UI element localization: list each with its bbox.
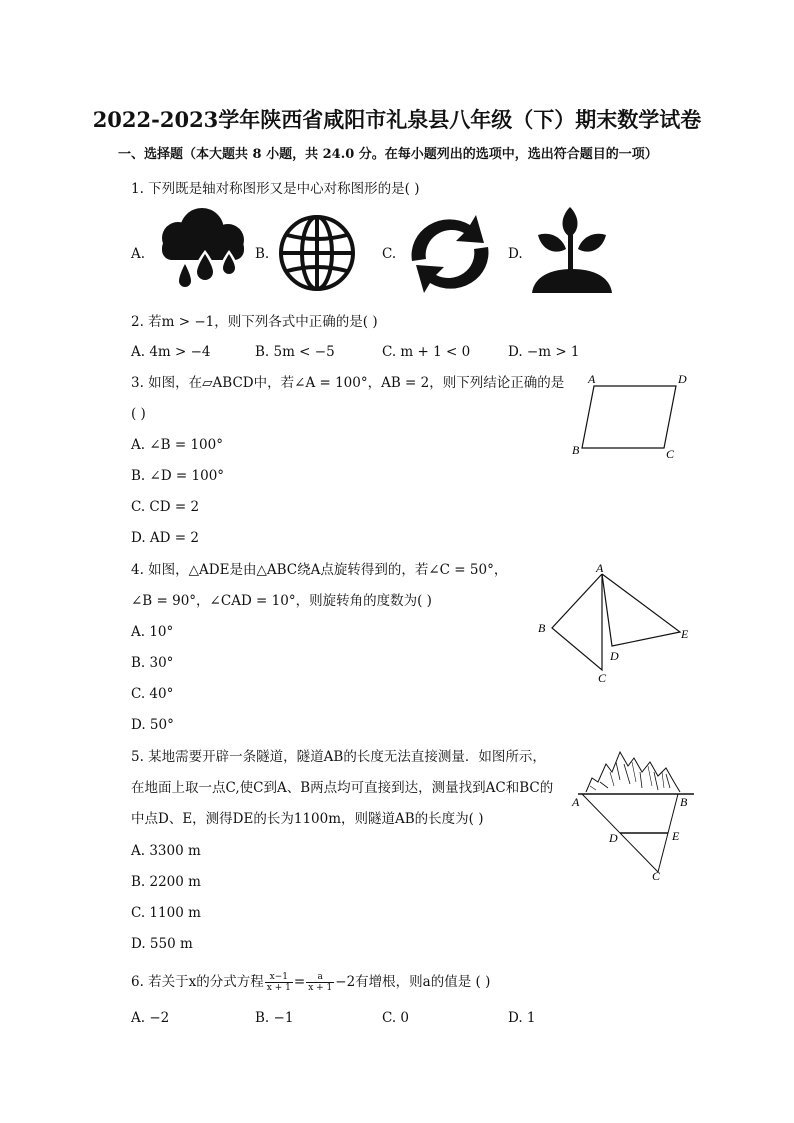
q6-option-c: C. 0 xyxy=(382,1010,410,1026)
q6-option-a: A. −2 xyxy=(131,1010,170,1026)
equals-sign: = xyxy=(293,974,306,990)
question-4-stem: 4. 如图，△ADE是由△ABC绕A点旋转得到的，若∠C = 50°， xyxy=(131,562,508,578)
q3-option-c: C. CD = 2 xyxy=(131,499,200,515)
q6-option-d: D. 1 xyxy=(508,1010,536,1026)
question-1-stem: 1. 下列既是轴对称图形又是中心对称图形的是( ) xyxy=(131,181,420,197)
q6-stem-head: 6. 若关于x的分式方程 xyxy=(131,974,264,990)
question-5-stem-line2: 在地面上取一点C,使C到A、B两点均可直接到达，测量找到AC和BC的 xyxy=(131,780,554,796)
label-d: D xyxy=(609,831,618,845)
q1-option-c: C. xyxy=(382,246,397,262)
question-5-stem-line3: 中点D、E，测得DE的长为1100m，则隧道AB的长度为( ) xyxy=(131,811,484,827)
label-d: D xyxy=(610,649,619,663)
label-c: C xyxy=(598,671,607,684)
q5-option-d: D. 550 m xyxy=(131,936,193,952)
label-a: A xyxy=(588,372,596,386)
q5-option-a: A. 3300 m xyxy=(131,843,201,859)
globe-icon xyxy=(277,213,357,293)
fraction-1-numerator: x−1 xyxy=(265,972,293,983)
q2-option-d: D. −m > 1 xyxy=(508,344,580,360)
q2-option-c: C. m + 1 < 0 xyxy=(382,344,471,360)
question-6-stem xyxy=(131,972,490,993)
q5-option-b: B. 2200 m xyxy=(131,874,201,890)
tunnel-mountain-figure xyxy=(570,742,700,882)
fraction-2 xyxy=(306,972,334,993)
q1-option-d: D. xyxy=(508,246,523,262)
cloud-rain-icon xyxy=(150,206,250,296)
label-e: E xyxy=(672,829,680,843)
q4-option-d: D. 50° xyxy=(131,717,174,733)
question-3-stem: 3. 如图，在▱ABCD中，若∠A = 100°，AB = 2，则下列结论正确的是 xyxy=(131,375,565,391)
fraction-2-numerator: a xyxy=(306,972,334,983)
q3-option-b: B. ∠D = 100° xyxy=(131,468,225,484)
q4-option-a: A. 10° xyxy=(131,624,174,640)
q6-stem-tail: −2有增根，则a的值是 ( ) xyxy=(335,974,491,990)
label-c: C xyxy=(652,869,661,882)
question-4-stem-line2: ∠B = 90°，∠CAD = 10°，则旋转角的度数为( ) xyxy=(131,593,432,609)
q1-option-a: A. xyxy=(131,246,146,262)
fraction-1-denominator: x + 1 xyxy=(266,983,291,993)
rotation-triangle-figure xyxy=(534,560,704,684)
q1-option-b: B. xyxy=(255,246,270,262)
q3-option-d: D. AD = 2 xyxy=(131,530,199,546)
page-title: 2022-2023学年陕西省咸阳市礼泉县八年级（下）期末数学试卷 xyxy=(92,107,702,132)
question-5-stem: 5. 某地需要开辟一条隧道，隧道AB的长度无法直接测量．如图所示， xyxy=(131,749,546,765)
label-b: B xyxy=(538,621,546,635)
label-d: D xyxy=(678,372,687,386)
question-3-stem-line2: ( ) xyxy=(131,406,146,422)
parallelogram-figure xyxy=(568,370,698,462)
question-2-stem: 2. 若m > −1，则下列各式中正确的是( ) xyxy=(131,314,378,330)
label-e: E xyxy=(681,627,689,641)
label-c: C xyxy=(666,447,675,461)
q2-option-b: B. 5m < −5 xyxy=(255,344,335,360)
sprout-icon xyxy=(530,205,614,295)
section-heading: 一、选择题（本大题共 8 小题，共 24.0 分。在每小题列出的选项中，选出符合题目的一项） xyxy=(118,147,658,162)
q3-option-a: A. ∠B = 100° xyxy=(131,437,223,453)
q4-option-c: C. 40° xyxy=(131,686,174,702)
q6-option-b: B. −1 xyxy=(255,1010,294,1026)
fraction-2-denominator: x + 1 xyxy=(308,983,333,993)
fraction-1 xyxy=(265,972,293,993)
q2-option-a: A. 4m > −4 xyxy=(131,344,211,360)
label-b: B xyxy=(680,795,688,809)
refresh-arrows-icon xyxy=(402,211,498,297)
q5-option-c: C. 1100 m xyxy=(131,905,201,921)
label-a: A xyxy=(572,795,580,809)
label-b: B xyxy=(572,443,580,457)
q4-option-b: B. 30° xyxy=(131,655,174,671)
label-a: A xyxy=(596,561,604,575)
